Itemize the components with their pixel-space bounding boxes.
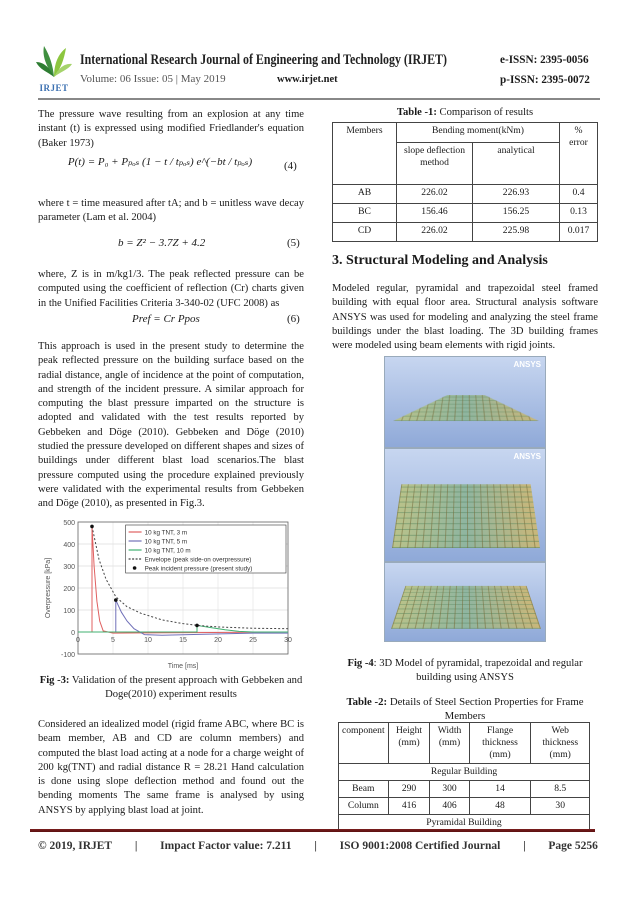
header-error: % error xyxy=(560,123,598,185)
y-tick-label: 200 xyxy=(63,586,75,593)
legend-swatch xyxy=(133,566,137,570)
paragraph: where t = time measured after tA; and b = unitless wave decay parameter (Lam et al. 2004) xyxy=(38,198,304,224)
impact-factor: Impact Factor value: 7.211 xyxy=(160,840,292,852)
separator: | xyxy=(314,840,317,852)
table-2-caption xyxy=(336,695,594,723)
table-row: BC 156.46 156.25 0.13 xyxy=(333,204,598,223)
figure-label: Fig -3: xyxy=(39,675,70,686)
y-axis-label: Overpressure [kPa] xyxy=(45,557,52,619)
section-row: Regular Building xyxy=(339,764,590,781)
header-members: Members xyxy=(333,123,397,185)
steel-section-table xyxy=(338,722,590,832)
journal-title: International Research Journal of Engineering and Technology (IRJET) xyxy=(80,52,447,68)
y-tick-label: 100 xyxy=(63,608,75,615)
logo-text: IRJET xyxy=(39,83,69,93)
overpressure-chart xyxy=(38,518,304,670)
paragraph: The pressure wave resulting from an explosion at any time instant (t) is expressed using modified Friedlander's equation (Baker 1973) xyxy=(38,109,304,149)
x-tick-label: 0 xyxy=(76,637,80,644)
comparison-table xyxy=(332,122,598,242)
section-heading: 3. Structural Modeling and Analysis xyxy=(332,253,548,268)
table-1-caption xyxy=(332,106,598,120)
e-issn: e-ISSN: 2395-0056 xyxy=(500,54,589,66)
legend-label: 10 kg TNT, 5 m xyxy=(144,538,188,546)
ansys-logo: ANSYS xyxy=(513,360,541,369)
x-tick-label: 20 xyxy=(214,637,222,644)
leaf-logo-icon xyxy=(36,44,72,78)
peak-point xyxy=(114,598,118,602)
ansys-logo: ANSYS xyxy=(513,452,541,461)
iso-certification: ISO 9001:2008 Certified Journal xyxy=(339,840,501,852)
separator: | xyxy=(134,840,138,852)
table-header-row: component Height (mm) Width (mm) Flange thickness (mm) Web thickness (mm) xyxy=(339,723,590,764)
table-label: Table -2: xyxy=(346,696,388,708)
caption-text: Comparison of results xyxy=(436,107,534,118)
legend-label: 10 kg TNT, 10 m xyxy=(144,547,191,555)
p-issn: p-ISSN: 2395-0072 xyxy=(500,74,590,86)
x-tick-label: 15 xyxy=(179,637,187,644)
x-tick-label: 10 xyxy=(144,637,152,644)
figure-label: Fig -4 xyxy=(347,658,374,669)
regular-model-image xyxy=(384,562,546,642)
header-bending-moment: Bending moment(kNm) xyxy=(397,123,560,143)
equation-6: Pref = Cr Ppos xyxy=(132,313,200,325)
table-row: Column 416 406 48 30 xyxy=(339,798,590,815)
section-row: Pyramidal Building xyxy=(339,815,590,832)
figure-4-caption xyxy=(340,657,590,685)
volume-issue: Volume: 06 Issue: 05 | May 2019 xyxy=(80,73,226,85)
peak-point xyxy=(195,624,199,628)
paragraph: where, Z is in m/kg1/3. The peak reflected pressure can be computed using the coefficient of reflection (Cr) charts given in the Unified Facilities Criteria 3-340-02 (UFC 2008) as xyxy=(38,269,304,309)
legend-label: Peak incident pressure (present study) xyxy=(144,565,253,573)
table-label: Table -1: xyxy=(396,107,437,118)
equation-number: (4) xyxy=(284,160,297,172)
y-tick-label: 400 xyxy=(63,542,75,549)
header-slope: slope deflection method xyxy=(397,143,473,185)
caption-text: Details of Steel Section Properties for Frame Members xyxy=(387,696,584,722)
paragraph: Modeled regular, pyramidal and trapezoidal steel framed building with equal floor area. Structural analysis software ANSYS was used for modeling and analyzing the steel frame buildings under the blast loading. The 3D building frames were modeled using beam elements with rigid joints. xyxy=(332,283,598,352)
legend-label: Envelope (peak side-on overpressure) xyxy=(144,556,252,564)
header-analytical: analytical xyxy=(473,143,560,185)
equation-4: P(t) = P₀ + Pₚₒₛ (1 − t / tₚₒₛ) e^(−bt / tₚₒₛ) xyxy=(67,156,253,168)
journal-logo xyxy=(36,44,72,92)
trapezoidal-model-image xyxy=(384,448,546,562)
equation-number: (5) xyxy=(287,237,300,249)
y-tick-label: -100 xyxy=(60,652,75,659)
page-number: Page 5256 xyxy=(548,840,598,852)
header-divider xyxy=(38,98,600,100)
table-row: Beam 290 300 14 8.5 xyxy=(339,781,590,798)
website-link[interactable]: www.irjet.net xyxy=(277,74,338,85)
copyright: © 2019, IRJET xyxy=(38,840,113,852)
x-tick-label: 5 xyxy=(111,637,115,644)
peak-point xyxy=(90,525,94,529)
x-tick-label: 25 xyxy=(249,637,257,644)
y-tick-label: 500 xyxy=(63,520,75,527)
table-row: AB 226.02 226.93 0.4 xyxy=(333,185,598,204)
figure-3-caption xyxy=(38,674,304,702)
equation-5: b = Z² − 3.7Z + 4.2 xyxy=(118,237,206,249)
equation-number: (6) xyxy=(287,313,300,325)
footer xyxy=(38,840,598,852)
legend-label: 10 kg TNT, 3 m xyxy=(144,529,188,537)
footer-divider xyxy=(30,829,595,832)
x-tick-label: 30 xyxy=(284,637,292,644)
paragraph: This approach is used in the present study to determine the peak reflected pressure on the building surface based on the radial distance, angle of incidence at the point of computation, and strength of the incident pressure. A similar approach for computing the blast pressure imparted on the structure is adopted and validated with the test results reported by Gebbeken and Döge (2010). Gebbeken and Döge (2010) studied the pressure developed on different shapes and sizes of buildings under different blast load scenarios.The blast pressure computed using the procedure explained previously were validated with the experimental results from Gebbeken and Döge (2010), as presented in Fig.3. xyxy=(38,341,304,510)
x-axis-label: Time [ms] xyxy=(167,663,199,670)
table-row: CD 226.02 225.98 0.017 xyxy=(333,223,598,242)
y-tick-label: 300 xyxy=(63,564,75,571)
paragraph: Considered an idealized model (rigid frame ABC, where BC is beam member, AB and CD are column members) and computed the blast load acting at a node for a charge weight of 200 kg(TNT) and radial distance R = 28.21 Hand calculation is done using slope deflection method and found out the bending moments The same frame is analysed by using ANSYS by applying blast load at joint. xyxy=(38,719,304,816)
y-tick-label: 0 xyxy=(71,630,75,637)
pyramidal-model-image xyxy=(384,356,546,448)
caption-text: : 3D Model of pyramidal, trapezoidal and regular building using ANSYS xyxy=(373,658,583,683)
caption-text: Validation of the present approach with Gebbeken and Doge(2010) experiment results xyxy=(69,675,303,700)
separator: | xyxy=(523,840,526,852)
